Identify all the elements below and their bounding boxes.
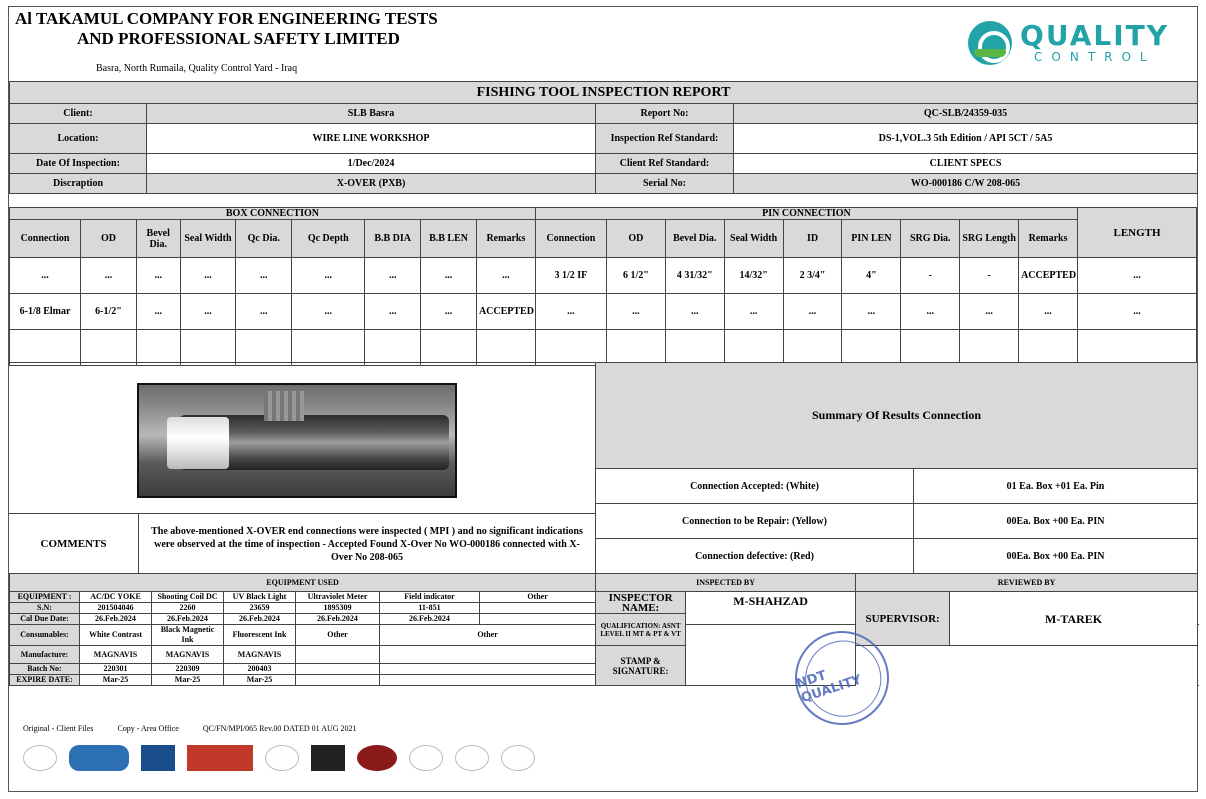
box-cell: 6-1/2" — [81, 294, 137, 330]
equipment-cell: Other — [480, 592, 596, 603]
box-connection-title: BOX CONNECTION — [10, 208, 536, 220]
client-ref-value: CLIENT SPECS — [734, 154, 1198, 174]
inspection-logo-icon — [357, 745, 397, 771]
report-header — [9, 7, 1197, 81]
box-cell — [476, 330, 535, 366]
equipment-row-label: EQUIPMENT : — [10, 592, 80, 603]
pin-cell — [724, 330, 783, 366]
stamp-signature-label: STAMP & SIGNATURE: — [596, 646, 686, 686]
company-name-line2: AND PROFESSIONAL SAFETY LIMITED — [77, 29, 400, 48]
pin-col-header: ID — [783, 220, 842, 258]
equipment-row-label: Batch No: — [10, 664, 80, 675]
quality-control-emblem-icon — [968, 21, 1012, 65]
inspection-report-page — [8, 6, 1198, 792]
box-cell: ... — [180, 258, 236, 294]
box-cell: ... — [421, 258, 477, 294]
consumable-cell: MAGNAVIS — [152, 646, 224, 664]
length-cell — [1078, 330, 1197, 366]
ref-std-value: DS-1,VOL.3 5th Edition / API 5CT / 5A5 — [734, 124, 1198, 154]
box-cell: ... — [421, 294, 477, 330]
box-col-header: OD — [81, 220, 137, 258]
client-value: SLB Basra — [147, 104, 596, 124]
consumable-cell: 220309 — [152, 664, 224, 675]
pin-col-header: Remarks — [1019, 220, 1078, 258]
consumable-cell — [380, 675, 596, 686]
consumable-cell — [380, 664, 596, 675]
equipment-cell: Ultraviolet Meter — [296, 592, 380, 603]
equipment-cell: UV Black Light — [224, 592, 296, 603]
consumable-cell: Other — [296, 625, 380, 646]
logo-word: QUALITY — [1020, 19, 1169, 52]
consumable-cell: 220301 — [80, 664, 152, 675]
pin-cell: ... — [606, 294, 665, 330]
box-col-header: Qc Depth — [292, 220, 365, 258]
footer-form: QC/FN/MPI/065 Rev.00 DATED 01 AUG 2021 — [202, 724, 357, 733]
pin-cell: 4" — [842, 258, 901, 294]
consumable-cell: Mar-25 — [152, 675, 224, 686]
box-cell: ... — [136, 258, 180, 294]
pin-cell: 2 3/4" — [783, 258, 842, 294]
footer-text — [23, 724, 379, 733]
company-name-line1: Al TAKAMUL COMPANY FOR ENGINEERING TESTS — [15, 9, 438, 28]
box-cell: ... — [292, 294, 365, 330]
pin-cell — [842, 330, 901, 366]
results-section — [9, 362, 1197, 573]
box-col-header: B.B LEN — [421, 220, 477, 258]
pin-col-header: Bevel Dia. — [665, 220, 724, 258]
equipment-row-label: Cal Due Date: — [10, 614, 80, 625]
desc-label: Discraption — [10, 174, 147, 194]
report-title: FISHING TOOL INSPECTION REPORT — [10, 82, 1198, 104]
box-cell: ... — [365, 294, 421, 330]
pin-cell: 3 1/2 IF — [535, 258, 606, 294]
consumable-cell: Mar-25 — [224, 675, 296, 686]
qualification: QUALIFICATION: ASNT LEVEL II MT & PT & VT — [596, 614, 686, 646]
consumable-cell: Fluorescent Ink — [224, 625, 296, 646]
box-cell — [292, 330, 365, 366]
equipment-cell: 26.Feb.2024 — [224, 614, 296, 625]
pin-col-header: Connection — [535, 220, 606, 258]
consumable-cell: 200403 — [224, 664, 296, 675]
company-name — [15, 9, 438, 49]
box-col-header: Connection — [10, 220, 81, 258]
quality-control-logo — [968, 21, 1169, 65]
box-cell — [136, 330, 180, 366]
length-cell: ... — [1078, 258, 1197, 294]
box-cell — [81, 330, 137, 366]
pin-cell: ... — [783, 294, 842, 330]
box-cell: ... — [10, 258, 81, 294]
summary-value: 01 Ea. Box +01 Ea. Pin — [914, 469, 1198, 504]
summary-row — [596, 504, 1198, 539]
box-cell: ... — [236, 258, 292, 294]
equipment-cell — [480, 603, 596, 614]
summary-label: Connection defective: (Red) — [596, 539, 914, 574]
pin-cell: 4 31/32" — [665, 258, 724, 294]
equipment-row-label: S.N: — [10, 603, 80, 614]
accreditation-logo-icon — [265, 745, 299, 771]
pin-cell — [960, 330, 1019, 366]
inspector-name: M-SHAHZAD — [686, 592, 856, 625]
equipment-row-label: Manufacture: — [10, 646, 80, 664]
box-cell: ... — [180, 294, 236, 330]
equipment-title: EQUIPMENT USED — [10, 574, 596, 592]
supervisor-label: SUPERVISOR: — [856, 592, 950, 646]
equipment-table — [9, 573, 1198, 686]
x-over-photo — [137, 383, 457, 498]
report-info-table — [9, 81, 1198, 194]
box-cell: ... — [292, 258, 365, 294]
desc-value: X-OVER (PXB) — [147, 174, 596, 194]
pin-cell — [606, 330, 665, 366]
pin-cell: ... — [960, 294, 1019, 330]
consumable-cell: MAGNAVIS — [80, 646, 152, 664]
equipment-cell: 26.Feb.2024 — [380, 614, 480, 625]
pin-cell: ACCEPTED — [1019, 258, 1078, 294]
client-label: Client: — [10, 104, 147, 124]
inspector-name-label: INSPECTOR NAME: — [596, 592, 686, 614]
summary-row — [596, 539, 1198, 574]
box-cell: ACCEPTED — [476, 294, 535, 330]
comments-section — [9, 513, 595, 574]
serial-value: WO-000186 C/W 208-065 — [734, 174, 1198, 194]
date-value: 1/Dec/2024 — [147, 154, 596, 174]
location-label: Location: — [10, 124, 147, 154]
pin-cell: ... — [535, 294, 606, 330]
length-header: LENGTH — [1078, 208, 1197, 258]
summary-row — [596, 469, 1198, 504]
box-cell — [236, 330, 292, 366]
pin-col-header: PIN LEN — [842, 220, 901, 258]
pin-col-header: SRG Dia. — [901, 220, 960, 258]
box-col-header: Qc Dia. — [236, 220, 292, 258]
pin-cell: ... — [665, 294, 724, 330]
report-no-label: Report No: — [596, 104, 734, 124]
iso-9001-logo-icon — [409, 745, 443, 771]
certification-mark-icon — [311, 745, 345, 771]
equipment-cell: Field indicator — [380, 592, 480, 603]
summary-title: Summary Of Results Connection — [595, 363, 1197, 468]
comments-label: COMMENTS — [9, 514, 139, 574]
equipment-cell: 26.Feb.2024 — [296, 614, 380, 625]
summary-label: Connection Accepted: (White) — [596, 469, 914, 504]
consumable-cell — [380, 646, 596, 664]
equipment-cell: 26.Feb.2024 — [80, 614, 152, 625]
summary-table — [595, 468, 1198, 574]
asnt-logo-icon — [69, 745, 129, 771]
equipment-row-label: Consumables: — [10, 625, 80, 646]
pin-cell: ... — [901, 294, 960, 330]
pin-cell: ... — [724, 294, 783, 330]
pin-cell: ... — [1019, 294, 1078, 330]
pin-col-header: SRG Length — [960, 220, 1019, 258]
summary-label: Connection to be Repair: (Yellow) — [596, 504, 914, 539]
company-stamp: NDT QUALITY — [783, 619, 901, 737]
date-label: Date Of Inspection: — [10, 154, 147, 174]
box-col-header: Remarks — [476, 220, 535, 258]
pin-cell — [665, 330, 724, 366]
comments-text: The above-mentioned X-OVER end connections were inspected ( MPI ) and no significant indications were observed at the time of inspection - Accepted Found X-Over No WO-000186 connected with X-Over No 208-065 — [151, 525, 583, 563]
box-col-header: Seal Width — [180, 220, 236, 258]
box-cell — [365, 330, 421, 366]
pin-cell: 14/32" — [724, 258, 783, 294]
logo-sub: CONTROL — [1034, 50, 1156, 64]
pin-col-header: Seal Width — [724, 220, 783, 258]
pin-cell — [1019, 330, 1078, 366]
consumable-cell — [296, 664, 380, 675]
summary-value: 00Ea. Box +00 Ea. PIN — [914, 539, 1198, 574]
pin-col-header: OD — [606, 220, 665, 258]
client-ref-label: Client Ref Standard: — [596, 154, 734, 174]
length-cell: ... — [1078, 294, 1197, 330]
connection-row — [10, 330, 1197, 366]
certification-logo-icon — [23, 745, 57, 771]
consumable-cell: Other — [380, 625, 596, 646]
equipment-cell: 1895309 — [296, 603, 380, 614]
equipment-cell: Shooting Coil DC — [152, 592, 224, 603]
serial-label: Serial No: — [596, 174, 734, 194]
supervisor-name: M-TAREK — [950, 592, 1198, 646]
equipment-cell: 201504046 — [80, 603, 152, 614]
box-cell: ... — [136, 294, 180, 330]
equipment-cell: 2260 — [152, 603, 224, 614]
equipment-cell — [480, 614, 596, 625]
pin-cell: 6 1/2" — [606, 258, 665, 294]
box-cell — [10, 330, 81, 366]
certification-logos — [23, 742, 547, 774]
box-col-header: B.B DIA — [365, 220, 421, 258]
leea-logo-icon — [141, 745, 175, 771]
consumable-cell — [296, 646, 380, 664]
consumable-cell — [296, 675, 380, 686]
company-address: Basra, North Rumaila, Quality Control Yard - Iraq — [96, 63, 298, 74]
equipment-cell: 23659 — [224, 603, 296, 614]
pin-connection-title: PIN CONNECTION — [535, 208, 1077, 220]
inspected-by-title: INSPECTED BY — [596, 574, 856, 592]
box-cell: ... — [476, 258, 535, 294]
equipment-row-label: EXPIRE DATE: — [10, 675, 80, 686]
summary-value: 00Ea. Box +00 Ea. PIN — [914, 504, 1198, 539]
consumable-cell: Black Magnetic Ink — [152, 625, 224, 646]
box-cell: ... — [236, 294, 292, 330]
consumable-cell: Mar-25 — [80, 675, 152, 686]
connection-row — [10, 258, 1197, 294]
consumable-cell: White Contrast — [80, 625, 152, 646]
pin-cell: - — [901, 258, 960, 294]
ref-std-label: Inspection Ref Standard: — [596, 124, 734, 154]
pin-cell — [901, 330, 960, 366]
photo-area — [9, 363, 595, 513]
bureau-veritas-logo-icon — [187, 745, 253, 771]
location-value: WIRE LINE WORKSHOP — [147, 124, 596, 154]
pin-cell: - — [960, 258, 1019, 294]
box-cell: ... — [365, 258, 421, 294]
pin-cell — [783, 330, 842, 366]
footer-copy: Copy - Area Office — [117, 724, 179, 733]
iso-14001-logo-icon — [501, 745, 535, 771]
report-no-value: QC-SLB/24359-035 — [734, 104, 1198, 124]
reviewed-by-title: REVIEWED BY — [856, 574, 1198, 592]
connection-row — [10, 294, 1197, 330]
pin-cell — [535, 330, 606, 366]
consumable-cell: MAGNAVIS — [224, 646, 296, 664]
box-col-header: Bevel Dia. — [136, 220, 180, 258]
equipment-cell: 11-851 — [380, 603, 480, 614]
box-cell — [421, 330, 477, 366]
footer-original: Original - Client Files — [23, 724, 94, 733]
ohsas-logo-icon — [455, 745, 489, 771]
connections-table — [9, 207, 1197, 366]
box-cell: 6-1/8 Elmar — [10, 294, 81, 330]
equipment-cell: AC/DC YOKE — [80, 592, 152, 603]
equipment-cell: 26.Feb.2024 — [152, 614, 224, 625]
box-cell: ... — [81, 258, 137, 294]
box-cell — [180, 330, 236, 366]
pin-cell: ... — [842, 294, 901, 330]
